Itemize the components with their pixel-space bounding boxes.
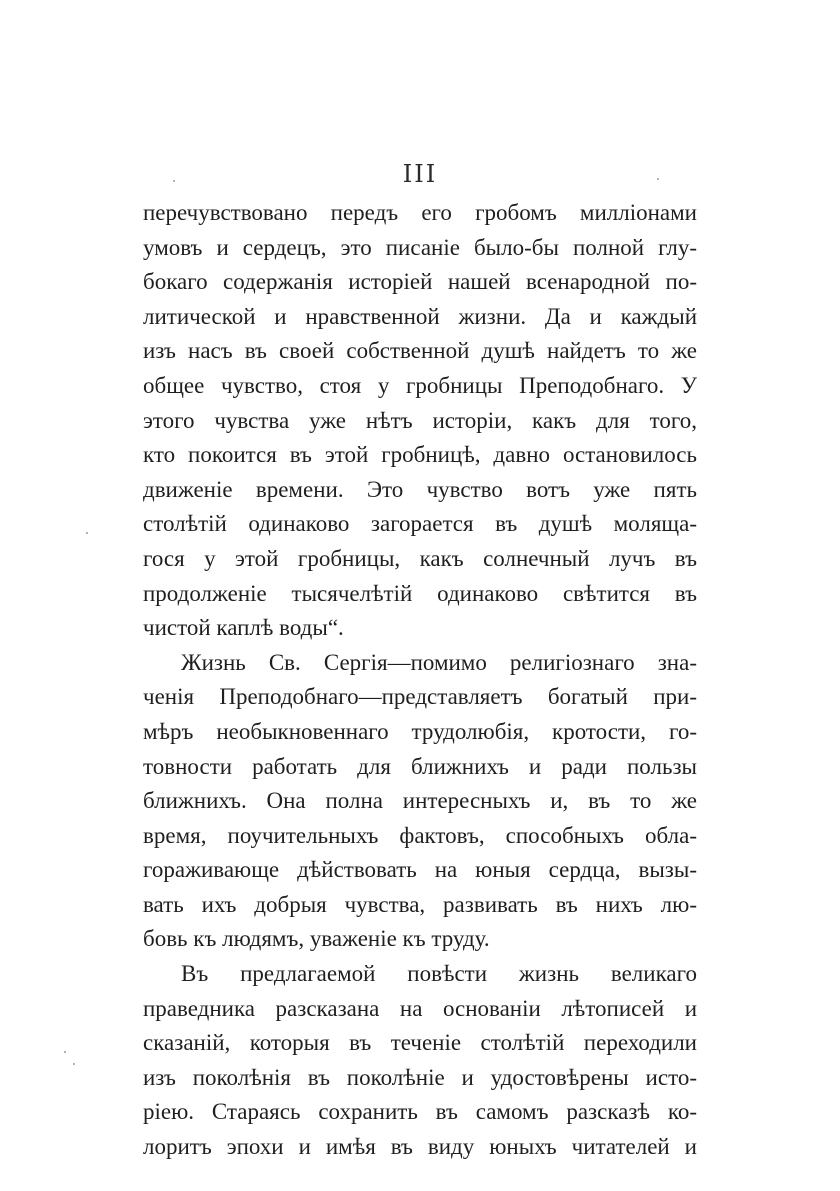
text-line: столѣтій одинаково загорается въ душѣ молящa- [143, 511, 697, 537]
text-line: мѣръ необыкновеннаго трудолюбія, кротости, го- [143, 718, 697, 744]
text-line: вать ихъ добрыя чувства, развивать въ нихъ лю- [143, 891, 697, 917]
text-line: этого чувства уже нѣтъ исторіи, какъ для того, [143, 407, 697, 433]
text-line: гося у этой гробницы, какъ солнечный лучъ въ [143, 545, 697, 571]
text-line: гораживающе дѣйствовать на юныя сердца, вызы- [143, 857, 697, 883]
text-line: время, поучительныхъ фактовъ, способныхъ обла- [143, 822, 697, 848]
text-line: общее чувство, стоя у гробницы Преподобнаго. У [143, 372, 697, 398]
text-line: чистой каплѣ воды“. [143, 615, 344, 641]
text-line: ближнихъ. Она полна интересныхъ и, въ то же [143, 788, 697, 814]
text-line: праведника разсказана на основаніи лѣтописей и [143, 995, 697, 1021]
text-line: умовъ и сердецъ, это писаніе было-бы полной глу- [143, 234, 697, 260]
text-line: ченія Преподобнаго—представляетъ богатый при- [143, 684, 697, 710]
text-line: бокаго содержанія исторіей нашей всенародной по- [143, 269, 697, 295]
scan-speck [173, 180, 175, 182]
text-line: кто покоится въ этой гробницѣ, давно остановилось [143, 442, 697, 468]
text-line: движеніе времени. Это чувство вотъ уже пять [143, 476, 697, 502]
text-line: продолженіе тысячелѣтій одинаково свѣтится въ [143, 580, 697, 606]
text-line: товности работать для ближнихъ и ради пользы [143, 753, 697, 779]
scan-speck [64, 1051, 66, 1053]
page-number: III [402, 160, 438, 188]
paragraph-2 [143, 646, 697, 957]
text-line: лоритъ эпохи и имѣя въ виду юныхъ читателей и [143, 1134, 697, 1160]
scan-speck [73, 1063, 75, 1065]
scan-speck [657, 178, 659, 180]
text-line: Жизнь Св. Сергія—помимо религіознаго зна- [181, 649, 697, 675]
scan-speck [86, 532, 88, 534]
text-line: изъ насъ въ своей собственной душѣ найдетъ то же [143, 338, 697, 364]
text-line: сказаній, которыя въ теченіе столѣтій переходили [143, 1030, 697, 1056]
text-line: Въ предлагаемой повѣсти жизнь великаго [181, 961, 697, 987]
text-block [143, 196, 697, 1165]
text-line: изъ поколѣнія въ поколѣніе и удостовѣрены исто- [143, 1064, 697, 1090]
paragraph-1 [143, 196, 697, 646]
text-line: перечувствовано передъ его гробомъ милліонами [143, 200, 697, 225]
text-line: бовь къ людямъ, уваженіе къ труду. [143, 926, 490, 952]
paragraph-3 [143, 957, 697, 1165]
text-line: литической и нравственной жизни. Да и каждый [143, 303, 697, 329]
text-line: ріею. Стараясь сохранить въ самомъ разсказѣ ко- [143, 1099, 697, 1125]
